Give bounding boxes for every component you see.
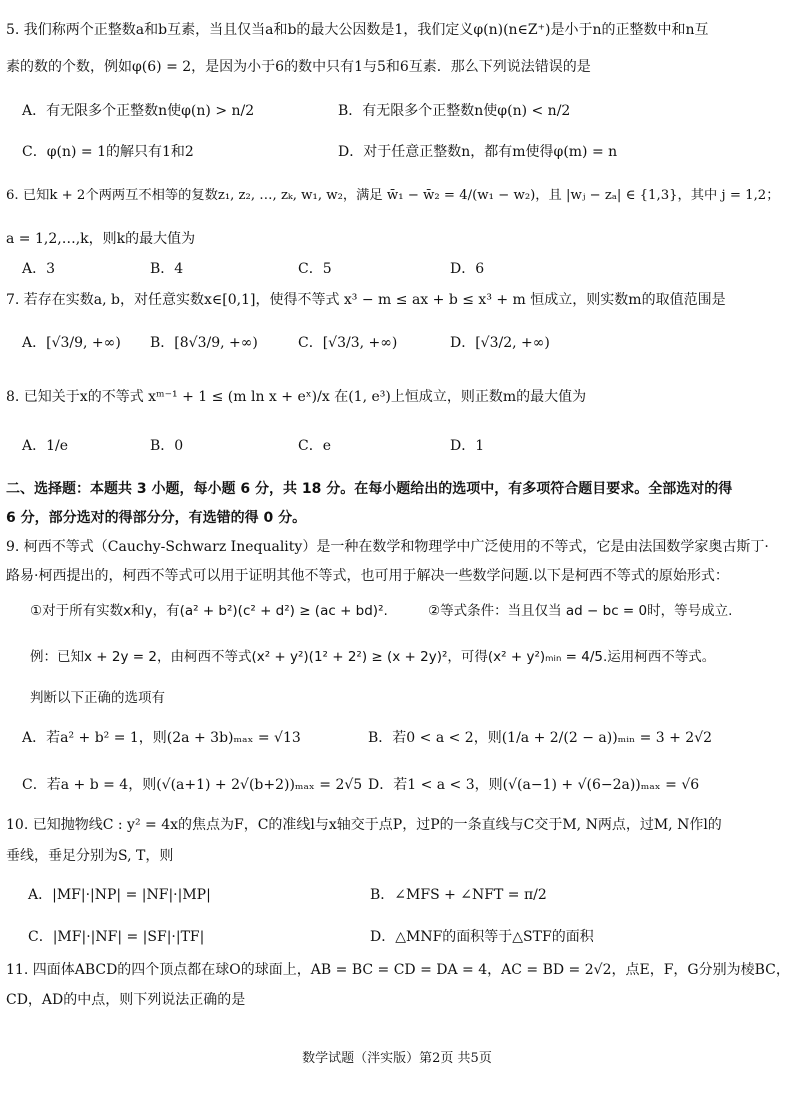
q5-option-c: C．φ(n) = 1的解只有1和2 [22, 144, 194, 160]
q10-option-d: D．△MNF的面积等于△STF的面积 [370, 929, 594, 945]
q6-option-b: B．4 [150, 261, 184, 277]
q9-judge-prompt: 判断以下正确的选项有 [30, 690, 165, 706]
q8-stem-line1: 8. 已知关于x的不等式 xᵐ⁻¹ + 1 ≤ (m ln x + eˣ)/x 在(1, e³)上恒成立，则正数m的最大值为 [6, 389, 587, 405]
q5-option-a: A．有无限多个正整数n使φ(n) > n/2 [22, 103, 255, 119]
q7-option-b: B．[8√3/9, +∞) [150, 335, 258, 351]
page-footer: 数学试题（泮实版）第2页 共5页 [302, 1051, 492, 1066]
q6-option-c: C．5 [298, 261, 332, 277]
q6-stem-line2: a = 1,2,…,k，则k的最大值为 [6, 231, 196, 247]
q7-stem-line1: 7. 若存在实数a, b，对任意实数x∈[0,1]，使得不等式 x³ − m ≤ ax + b ≤ x³ + m 恒成立，则实数m的取值范围是 [6, 292, 726, 308]
q5-option-d: D．对于任意正整数n，都有m使得φ(m) = n [338, 144, 618, 160]
q9-option-d: D．若1 < a < 3，则(√(a−1) + √(6−2a))ₘₐₓ = √6 [368, 777, 700, 793]
q10-option-a: A．|MF|·|NP| = |NF|·|MP| [28, 887, 211, 903]
q6-option-d: D．6 [450, 261, 485, 277]
q9-example: 例：已知x + 2y = 2，由柯西不等式(x² + y²)(1² + 2²) ≥ (x + 2y)²，可得(x² + y²)ₘᵢₙ = 4/5.运用柯西不等式。 [30, 649, 716, 665]
q6-stem-line1: 6. 已知k + 2个两两互不相等的复数z₁, z₂, …, zₖ, w₁, w₂，满足 w̄₁ − w̄₂ = 4/(w₁ − w₂)，且 |wⱼ − zₐ| ∈ {1,3}，其中 j = 1,2； [6, 188, 780, 203]
q8-option-d: D．1 [450, 438, 485, 454]
q10-option-b: B．∠MFS + ∠NFT = π/2 [370, 887, 547, 903]
q11-stem-line2: CD，AD的中点，则下列说法正确的是 [6, 992, 246, 1008]
q7-option-a: A．[√3/9, +∞) [22, 335, 121, 351]
q8-option-b: B．0 [150, 438, 184, 454]
q5-option-b: B．有无限多个正整数n使φ(n) < n/2 [338, 103, 571, 119]
q5-stem-line1: 5. 我们称两个正整数a和b互素，当且仅当a和b的最大公因数是1，我们定义φ(n)(n∈Z⁺)是小于n的正整数中和n互 [6, 22, 709, 38]
q9-stem-line1: 9. 柯西不等式（Cauchy-Schwarz Inequality）是一种在数学和物理学中广泛使用的不等式，它是由法国数学家奥古斯丁· [6, 539, 769, 555]
q10-option-c: C．|MF|·|NF| = |SF|·|TF| [28, 929, 205, 945]
section2-heading-line2: 6 分，部分选对的得部分分，有选错的得 0 分。 [6, 510, 307, 526]
q10-stem-line1: 10. 已知抛物线C : y² = 4x的焦点为F，C的准线l与x轴交于点P，过P的一条直线与C交于M, N两点，过M, N作l的 [6, 817, 722, 833]
q7-option-d: D．[√3/2, +∞) [450, 335, 550, 351]
q9-stem-line2: 路易·柯西提出的，柯西不等式可以用于证明其他不等式，也可用于解决一些数学问题.以下是柯西不等式的原始形式： [6, 568, 729, 584]
q9-option-c: C．若a + b = 4，则(√(a+1) + 2√(b+2))ₘₐₓ = 2√5 [22, 777, 363, 793]
q8-option-c: C．e [298, 438, 331, 454]
q9-option-b: B．若0 < a < 2，则(1/a + 2/(2 − a))ₘᵢₙ = 3 + 2√2 [368, 730, 713, 746]
q5-stem-line2: 素的数的个数，例如φ(6) = 2，是因为小于6的数中只有1与5和6互素．那么下列说法错误的是 [6, 59, 591, 75]
q9-cauchy-form2: ②等式条件：当且仅当 ad − bc = 0时，等号成立. [428, 603, 733, 619]
q10-stem-line2: 垂线，垂足分别为S, T，则 [6, 848, 174, 864]
q8-option-a: A．1/e [22, 438, 69, 454]
section2-heading-line1: 二、选择题：本题共 3 小题，每小题 6 分，共 18 分。在每小题给出的选项中，有多项符合题目要求。全部选对的得 [6, 481, 733, 497]
q7-option-c: C．[√3/3, +∞) [298, 335, 398, 351]
q11-stem-line1: 11. 四面体ABCD的四个顶点都在球O的球面上，AB = BC = CD = DA = 4，AC = BD = 2√2，点E，F，G分别为棱BC， [6, 962, 790, 978]
q6-option-a: A．3 [22, 261, 56, 277]
q9-option-a: A．若a² + b² = 1，则(2a + 3b)ₘₐₓ = √13 [22, 730, 301, 746]
q9-cauchy-form1: ①对于所有实数x和y，有(a² + b²)(c² + d²) ≥ (ac + bd)². [30, 603, 388, 619]
